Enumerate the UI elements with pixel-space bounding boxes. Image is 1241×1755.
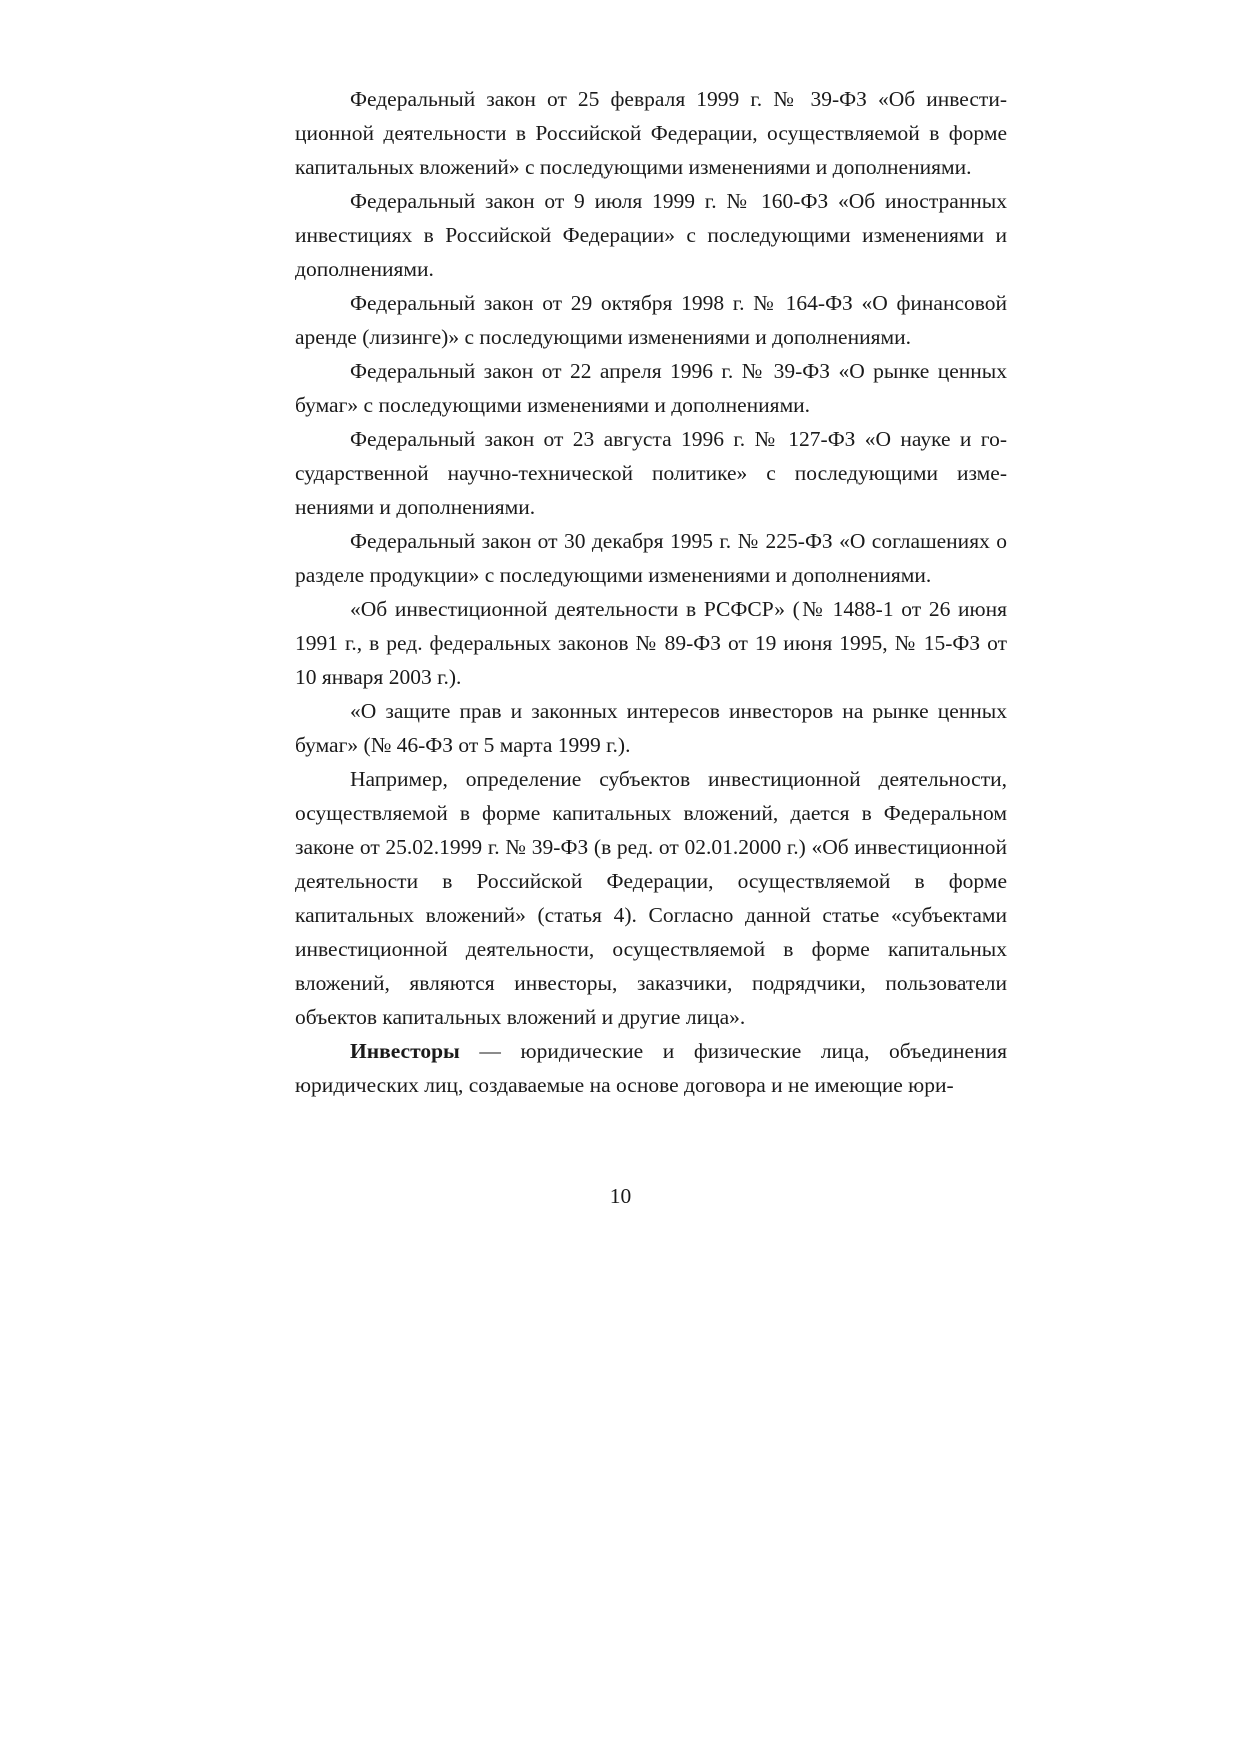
term-investors: Инвесторы — [350, 1039, 460, 1063]
paragraph-law-39fz: Федеральный закон от 25 февраля 1999 г. № 39-ФЗ «Об инвестиционной деятельности в Российской Федерации, осуществляемой в форме капитальных вложений» с последующими изменениями и дополнениями. — [295, 87, 1007, 179]
paragraph-law-46fz: «О защите прав и законных интересов инвесторов на рынке ценных бумаг» (№ 46-ФЗ от 5 марта 1999 г.). — [295, 699, 1007, 757]
paragraph-law-39fz-securities: Федеральный закон от 22 апреля 1996 г. № 39-ФЗ «О рынке ценных бумаг» с последующими изменениями и дополнениями. — [295, 359, 1007, 417]
paragraph-subjects-definition: Например, определение субъектов инвестиционной деятельности, осуществляемой в форме капитальных вложений, дается в Федеральном законе от 25.02.1999 г. № 39-ФЗ (в ред. от 02.01.2000 г.) «Об инвестиционной деятельности в Российской Федерации, осуществляемой в форме капитальных вложений» (статья 4). Согласно данной статье «субъектами инвестиционной деятельности, осуществляемой в форме капитальных вложений, являются инвесторы, заказчики, подрядчики, пользователи объектов капитальных вложений и другие лица». — [295, 767, 1007, 1029]
paragraph-law-127fz: Федеральный закон от 23 августа 1996 г. № 127-ФЗ «О науке и государственной научно-технической политике» с последующими изменениями и дополнениями. — [295, 427, 1007, 519]
paragraph-law-1488-1: «Об инвестиционной деятельности в РСФСР» (№ 1488-1 от 26 июня 1991 г., в ред. федеральных законов № 89-ФЗ от 19 июня 1995, № 15-ФЗ от 10 января 2003 г.). — [295, 597, 1007, 689]
investors-definition: — юридические и физические лица, объединения юридических лиц, создаваемые на основе договора и не имеющие юри- — [295, 1039, 1007, 1097]
paragraph-law-164fz: Федеральный закон от 29 октября 1998 г. № 164-ФЗ «О финансовой аренде (лизинге)» с последующими изменениями и дополнениями. — [295, 291, 1007, 349]
paragraph-law-225fz: Федеральный закон от 30 декабря 1995 г. № 225-ФЗ «О соглашениях о разделе продукции» с последующими изменениями и дополнениями. — [295, 529, 1007, 587]
body-text — [295, 82, 1007, 1102]
page-number: 10 — [609, 1184, 632, 1208]
paragraph-law-160fz: Федеральный закон от 9 июля 1999 г. № 160-ФЗ «Об иностранных инвестициях в Российской Федерации» с последующими изменениями и дополнениями. — [295, 189, 1007, 281]
paragraph-investors — [295, 1034, 1007, 1102]
